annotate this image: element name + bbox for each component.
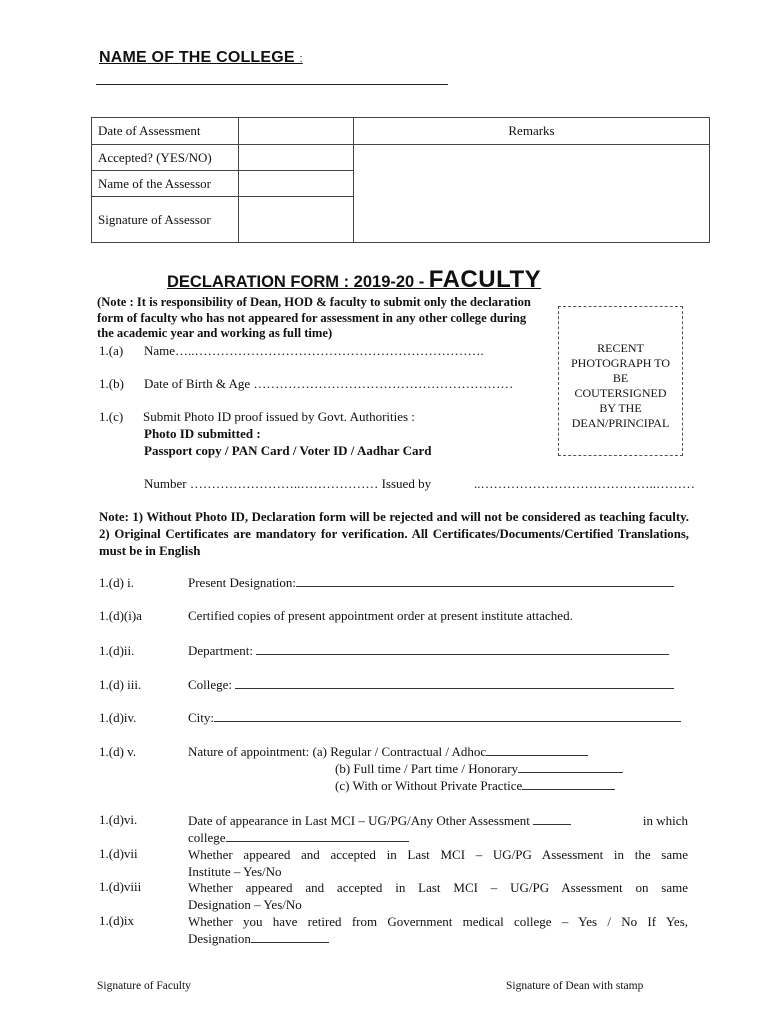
declaration-title: [167, 266, 541, 294]
photo-box[interactable]: [558, 306, 683, 456]
city-text: City:: [188, 710, 215, 725]
name-field[interactable]: Name…..………………………………………………………….: [144, 343, 484, 358]
same-designation-question: [188, 879, 688, 913]
last-mci-date-text: Date of appearance in Last MCI – UG/PG/Any Other Assessment: [188, 813, 530, 828]
retired-text: Whether you have retired from Government medical college – Yes / No If Yes,: [188, 914, 688, 929]
city-input[interactable]: [214, 710, 681, 722]
photo-id-label: 1.(c): [99, 409, 124, 424]
retired-designation-input[interactable]: [251, 931, 329, 943]
designation-input[interactable]: [296, 575, 674, 587]
college-title-colon: :: [299, 53, 303, 65]
department-label: 1.(d)ii.: [99, 643, 135, 658]
assessment-table: [91, 117, 710, 243]
designation-label: 1.(d) i.: [99, 575, 135, 590]
college-name-line[interactable]: [96, 84, 448, 85]
dean-signature[interactable]: Signature of Dean with stamp: [506, 980, 644, 992]
same-institute-label: 1.(d)vii: [99, 846, 138, 861]
college-title-text: NAME OF THE COLLEGE: [99, 49, 295, 66]
appointment-order-text: Certified copies of present appointment order at present institute attached.: [188, 608, 573, 623]
appointment-option-b: (b) Full time / Part time / Honorary: [335, 761, 519, 776]
assessment-signature-cell[interactable]: [239, 197, 354, 243]
photo-id-submitted: Photo ID submitted :: [144, 426, 261, 441]
appointment-b-input[interactable]: [518, 761, 623, 773]
city-row: [188, 710, 681, 726]
assessment-row-label: Accepted? (YES/NO): [92, 145, 239, 171]
department-input[interactable]: [256, 643, 669, 655]
college-text: College:: [188, 677, 233, 692]
last-mci-college-text: college: [188, 830, 226, 845]
same-designation-label: 1.(d)viii: [99, 879, 142, 894]
same-designation-answer[interactable]: Designation – Yes/No: [188, 897, 302, 912]
remarks-header: Remarks: [354, 118, 710, 145]
college-input[interactable]: [235, 677, 674, 689]
same-institute-text: Whether appeared and accepted in Last MCI – UG/PG Assessment in the same: [188, 847, 688, 862]
appointment-c-input[interactable]: [522, 778, 615, 790]
declaration-title-year: DECLARATION FORM : 2019-20 -: [167, 273, 425, 291]
college-title: [99, 49, 303, 67]
remarks-cell[interactable]: [354, 145, 710, 243]
photo-box-line: BE: [612, 371, 629, 385]
appointment-a-input[interactable]: [486, 744, 588, 756]
appointment-option-c: (c) With or Without Private Practice: [335, 778, 523, 793]
assessment-accepted-cell[interactable]: [239, 145, 354, 171]
id-number-field[interactable]: Number ……………………..……………… Issued by: [144, 476, 432, 491]
city-label: 1.(d)iv.: [99, 710, 137, 725]
appointment-order-label: 1.(d)(i)a: [99, 608, 142, 623]
same-institute-question: [188, 846, 688, 880]
photo-box-line: RECENT: [597, 341, 644, 355]
appointment-nature-row: [188, 744, 588, 760]
department-text: Department:: [188, 643, 253, 658]
assessment-row-label: Date of Assessment: [92, 118, 239, 145]
assessment-row-label: Signature of Assessor: [92, 197, 239, 243]
photo-box-line: BY THE: [599, 401, 642, 415]
faculty-signature[interactable]: Signature of Faculty: [97, 980, 191, 992]
retired-question: [188, 913, 688, 947]
retired-label: 1.(d)ix: [99, 913, 135, 928]
note-responsibility: (Note : It is responsibility of Dean, HOD & faculty to submit only the declaration form of faculty who has not appeared for assessment in any other college during the academic year and working as full time): [97, 295, 531, 340]
photo-id-text: Submit Photo ID proof issued by Govt. Authorities :: [143, 409, 415, 424]
name-label: 1.(a): [99, 343, 124, 358]
assessment-assessor-name-cell[interactable]: [239, 171, 354, 197]
photo-box-line: DEAN/PRINCIPAL: [571, 416, 670, 430]
appointment-option-a: Nature of appointment: (a) Regular / Contractual / Adhoc: [188, 744, 487, 759]
assessment-date-cell[interactable]: [239, 118, 354, 145]
last-mci-date-label: 1.(d)vi.: [99, 812, 138, 827]
photo-box-line: PHOTOGRAPH TO: [570, 356, 671, 370]
retired-designation-text: Designation: [188, 931, 251, 946]
college-row: [188, 677, 674, 693]
note-photo-id: Note: 1) Without Photo ID, Declaration form will be rejected and will not be considered as teaching faculty. 2) Original Certificates are mandatory for verification. All Certificates/Documents/Certified Translations, must be in English: [99, 510, 689, 558]
appointment-nature-label: 1.(d) v.: [99, 744, 137, 759]
designation-row: [188, 575, 674, 591]
last-mci-college-input[interactable]: [226, 830, 409, 842]
appointment-c-row: [335, 778, 615, 794]
last-mci-date-text-end: in which: [642, 813, 688, 828]
issued-by-field[interactable]: ..…………………………………..………: [474, 476, 695, 491]
dob-label: 1.(b): [99, 376, 124, 391]
assessment-row-label: Name of the Assessor: [92, 171, 239, 197]
declaration-title-faculty: FACULTY: [428, 266, 542, 293]
designation-text: Present Designation:: [188, 575, 296, 590]
appointment-b-row: [335, 761, 623, 777]
last-mci-date-question: [188, 812, 688, 846]
college-label: 1.(d) iii.: [99, 677, 142, 692]
photo-id-types: Passport copy / PAN Card / Voter ID / Aadhar Card: [144, 443, 432, 458]
last-mci-date-input[interactable]: [533, 813, 571, 825]
same-designation-text: Whether appeared and accepted in Last MCI – UG/PG Assessment on same: [188, 880, 688, 895]
same-institute-answer[interactable]: Institute – Yes/No: [188, 864, 282, 879]
photo-box-line: COUTERSIGNED: [574, 386, 667, 400]
dob-field[interactable]: Date of Birth & Age ……………………………………………………: [144, 376, 514, 391]
department-row: [188, 643, 669, 659]
